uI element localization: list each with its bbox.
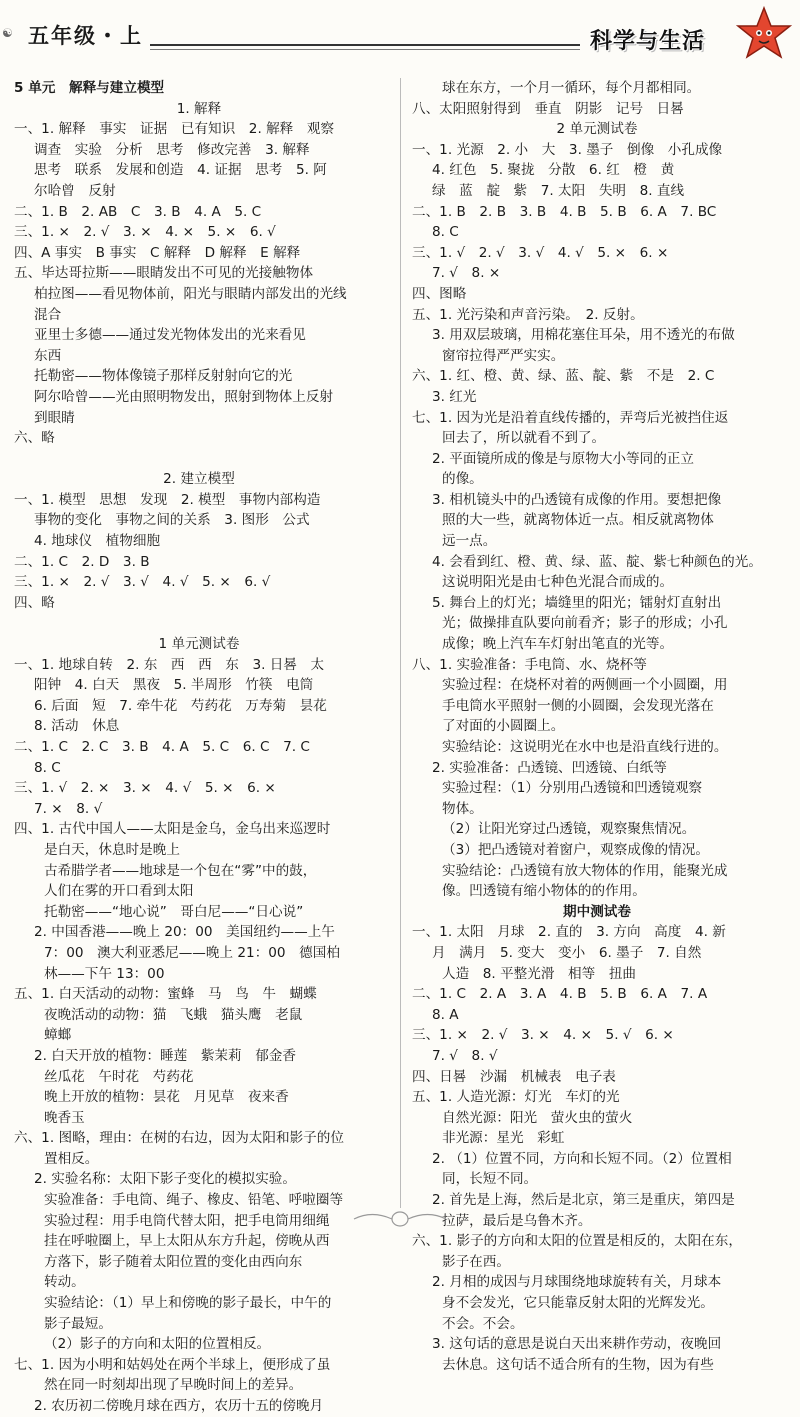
answer-line: 蟑螂	[44, 1027, 72, 1044]
answer-line: 物体。	[442, 800, 483, 817]
answer-line: 8. 活动 休息	[34, 718, 120, 735]
answer-line: 六、1. 图略，理由：在树的右边，因为太阳和影子的位	[14, 1130, 344, 1147]
answer-line: 六、1. 影子的方向和太阳的位置是相反的，太阳在东，	[412, 1233, 742, 1250]
answer-line: 不会。不会。	[442, 1315, 524, 1332]
star-mascot-icon	[734, 4, 794, 64]
answer-line: 古希腊学者——地球是一个包在“雾”中的鼓，	[44, 862, 317, 879]
answer-line: 晚香玉	[44, 1109, 85, 1126]
answer-line: 转动。	[44, 1274, 85, 1291]
column-divider	[400, 78, 401, 1208]
answer-line: 二、1. B 2. AB C 3. B 4. A 5. C	[14, 203, 262, 220]
answer-line: 实验结论：（1）早上和傍晚的影子最长，中午的	[44, 1295, 332, 1312]
answer-line: 东西	[34, 347, 62, 364]
answer-line: （2）让阳光穿过凸透镜，观察聚焦情况。	[442, 821, 696, 838]
answer-line: 1. 解释	[176, 100, 222, 117]
answer-line: 实验过程：在烧杯对着的两侧画一个小圆圈，用	[442, 677, 728, 694]
header-rule-thin	[150, 49, 580, 50]
answer-line: 2. 建立模型	[163, 471, 235, 488]
answer-line: 7. × 8. √	[34, 800, 103, 817]
answer-line: 8. C	[432, 224, 459, 241]
answer-line: 2. 平面镜所成的像是与原物大小等同的正立	[432, 450, 694, 467]
answer-line: 影子在西。	[442, 1253, 510, 1270]
answer-line: 八、1. 实验准备：手电筒、水、烧杯等	[412, 656, 647, 673]
answer-line: 四、1. 古代中国人——太阳是金乌，金乌出来巡逻时	[14, 821, 331, 838]
answer-line: 混合	[34, 306, 62, 323]
answer-line: 4. 红色 5. 聚拢 分散 6. 红 橙 黄	[432, 162, 675, 179]
answer-line: 8. A	[432, 1006, 459, 1023]
answer-line: 亚里士多德——通过发光物体发出的光来看见	[34, 327, 306, 344]
answer-line: 球在东方，一个月一循环，每个月都相同。	[442, 80, 701, 96]
answer-line	[14, 613, 384, 634]
answer-line: 五、毕达哥拉斯——眼睛发出不可见的光接触物体	[14, 265, 314, 282]
answer-line: 6. 后面 短 7. 牵牛花 芍药花 万寿菊 昙花	[34, 697, 327, 714]
answer-line: 二、1. C 2. A 3. A 4. B 5. B 6. A 7. A	[412, 986, 708, 1003]
answer-line: 一、1. 光源 2. 小 大 3. 墨子 倒像 小孔成像	[412, 141, 723, 158]
answer-line: 这说明阳光是由七种色光混合而成的。	[442, 574, 674, 591]
answer-line: （3）把凸透镜对着窗户，观察成像的情况。	[442, 841, 709, 858]
answer-line: 非光源：星光 彩虹	[442, 1130, 565, 1147]
answer-line: 三、1. × 2. √ 3. × 4. × 5. × 6. √	[14, 224, 276, 241]
answer-line: 像。凹透镜有缩小物体的的作用。	[442, 883, 646, 900]
answer-line: 窗帘拉得严严实实。	[442, 347, 565, 364]
answer-column-right	[412, 78, 782, 1375]
answer-line: 2. 中国香港——晚上 20：00 美国纽约——上午	[34, 924, 335, 941]
answer-line: 一、1. 模型 思想 发现 2. 模型 事物内部构造	[14, 491, 321, 508]
page-footer-ornament	[352, 1208, 448, 1230]
answer-line: 4. 会看到红、橙、黄、绿、蓝、靛、紫七种颜色的光。	[432, 553, 762, 570]
answer-line: 实验过程：用手电筒代替太阳，把手电筒用细绳	[44, 1212, 330, 1229]
answer-line: 人们在雾的开口看到太阳	[44, 883, 194, 900]
answer-line: 四、A 事实 B 事实 C 解释 D 解释 E 解释	[14, 244, 301, 261]
answer-line: 实验结论：凸透镜有放大物体的作用，能聚光成	[442, 862, 728, 879]
answer-line: 三、1. √ 2. × 3. × 4. √ 5. × 6. ×	[14, 780, 276, 797]
answer-line: 三、1. √ 2. √ 3. √ 4. √ 5. × 6. ×	[412, 244, 669, 261]
answer-line: 影子最短。	[44, 1315, 112, 1332]
answer-line: 成像；晚上汽车车灯射出笔直的光等。	[442, 636, 674, 653]
answer-line: 阳钟 4. 白天 黑夜 5. 半周形 竹筷 电筒	[34, 677, 314, 694]
answer-line: 置相反。	[44, 1150, 99, 1167]
grade-label: 五年级・上	[28, 23, 143, 48]
answer-line: 实验结论：这说明光在水中也是沿直线行进的。	[442, 739, 728, 755]
answer-line: 柏拉图——看见物体前，阳光与眼睛内部发出的光线	[34, 285, 347, 302]
answer-line: 七、1. 因为小明和姑妈处在两个半球上，便形成了虽	[14, 1356, 331, 1373]
answer-line: 一、1. 解释 事实 证据 已有知识 2. 解释 观察	[14, 121, 335, 138]
answer-line: 托勒密——物体像镜子那样反射射向它的光	[34, 368, 293, 385]
answer-line: 实验过程：（1）分别用凸透镜和凹透镜观察	[442, 780, 703, 797]
answer-line: 3. 这句话的意思是说白天出来耕作劳动，夜晚回	[432, 1336, 722, 1353]
answer-line: 身不会发光，它只能靠反射太阳的光辉发光。	[442, 1295, 714, 1312]
answer-line: 二、1. C 2. C 3. B 4. A 5. C 6. C 7. C	[14, 739, 310, 755]
answer-line: 去休息。这句话不适合所有的生物，因为有些	[442, 1356, 714, 1373]
answer-line: 远一点。	[442, 533, 497, 550]
answer-line: 尔哈曾 反射	[34, 182, 116, 199]
answer-line: 3. 相机镜头中的凸透镜有成像的作用。要想把像	[432, 491, 722, 508]
answer-line: 7：00 澳大利亚悉尼——晚上 21：00 德国柏	[44, 944, 340, 961]
answer-line: 7. √ 8. √	[432, 1047, 498, 1064]
answer-line: 自然光源：阳光 萤火虫的萤火	[442, 1109, 633, 1126]
answer-line: 同，长短不同。	[442, 1171, 538, 1188]
answer-line: 2 单元测试卷	[556, 121, 638, 138]
answer-line: 实验准备：手电筒、绳子、橡皮、铅笔、呼啦圈等	[44, 1192, 344, 1209]
answer-line: 方落下，影子随着太阳位置的变化由西向东	[44, 1253, 303, 1270]
answer-line: 然在同一时刻却出现了早晚时间上的差异。	[44, 1377, 303, 1394]
answer-line: 是白天，休息时是晚上	[44, 841, 180, 858]
answer-line: 挂在呼啦圈上，早上太阳从东方升起，傍晚从西	[44, 1233, 330, 1250]
answer-line: 二、1. C 2. D 3. B	[14, 553, 150, 570]
answer-line: 三、1. × 2. √ 3. √ 4. √ 5. × 6. √	[14, 574, 271, 591]
answer-line: 四、略	[14, 594, 55, 611]
answer-line: 光；做操排直队要向前看齐；影子的形成；小孔	[442, 615, 728, 632]
answer-line: 期中测试卷	[563, 903, 631, 920]
answer-column-left	[14, 78, 384, 1417]
answer-line: 托勒密——“地心说” 哥白尼——“日心说”	[44, 903, 304, 920]
answer-line: 三、1. × 2. √ 3. × 4. × 5. √ 6. ×	[412, 1027, 674, 1044]
answer-line: 二、1. B 2. B 3. B 4. B 5. B 6. A 7. BC	[412, 203, 717, 220]
answer-line: 2. 农历初二傍晚月球在西方，农历十五的傍晚月	[34, 1398, 324, 1414]
answer-line: 夜晚活动的动物：猫 飞蛾 猫头鹰 老鼠	[44, 1006, 303, 1023]
answer-line: 2. 实验名称：太阳下影子变化的模拟实验。	[34, 1171, 296, 1188]
answer-line: 林——下午 13：00	[44, 965, 165, 982]
answer-line: 七、1. 因为光是沿着直线传播的，弄弯后光被挡住返	[412, 409, 729, 426]
answer-line: 月 满月 5. 变大 变小 6. 墨子 7. 自然	[432, 944, 702, 961]
answer-line: 5 单元 解释与建立模型	[14, 80, 165, 96]
answer-line: 一、1. 地球自转 2. 东 西 西 东 3. 日晷 太	[14, 656, 325, 673]
answer-line: 五、1. 光污染和声音污染。 2. 反射。	[412, 306, 644, 323]
answer-line: 五、1. 人造光源：灯光 车灯的光	[412, 1089, 620, 1106]
answer-line: 3. 红光	[432, 388, 477, 405]
answer-line: 2. 实验准备：凸透镜、凹透镜、白纸等	[432, 759, 667, 776]
answer-line: 到眼睛	[34, 409, 75, 426]
answer-line: 阿尔哈曾——光由照明物发出，照射到物体上反射	[34, 388, 334, 405]
answer-line: 7. √ 8. ×	[432, 265, 501, 282]
answer-line: 晚上开放的植物：昙花 月见草 夜来香	[44, 1089, 289, 1106]
answer-line: 照的大一些，就离物体近一点。相反就离物体	[442, 512, 714, 529]
answer-line: 2. （1）位置不同，方向和长短不同。（2）位置相	[432, 1150, 732, 1167]
brand-title: 科学与生活	[590, 29, 706, 54]
answer-line: 事物的变化 事物之间的关系 3. 图形 公式	[34, 512, 310, 529]
answer-line: 2. 白天开放的植物：睡莲 紫茉莉 郁金香	[34, 1047, 296, 1064]
answer-line: 4. 地球仪 植物细胞	[34, 533, 161, 550]
answer-line: 绿 蓝 靛 紫 7. 太阳 失明 8. 直线	[432, 182, 685, 199]
answer-line: 1 单元测试卷	[158, 636, 240, 653]
grade-ornament-icon: ☯	[2, 26, 13, 40]
answer-line: （2）影子的方向和太阳的位置相反。	[44, 1336, 271, 1353]
answer-line: 了对面的小圆圈上。	[442, 718, 565, 735]
answer-line: 四、图略	[412, 285, 467, 302]
answer-line: 思考 联系 发展和创造 4. 证据 思考 5. 阿	[34, 162, 327, 179]
answer-line: 丝瓜花 午时花 芍药花	[44, 1068, 194, 1085]
answer-line	[14, 449, 384, 470]
answer-line: 5. 舞台上的灯光；墙缝里的阳光；镭射灯直射出	[432, 594, 722, 611]
answer-line: 八、太阳照射得到 垂直 阴影 记号 日晷	[412, 100, 684, 117]
answer-line: 一、1. 太阳 月球 2. 直的 3. 方向 高度 4. 新	[412, 924, 726, 941]
answer-line: 六、1. 红、橙、黄、绿、蓝、靛、紫 不是 2. C	[412, 368, 715, 385]
answer-line: 3. 用双层玻璃，用棉花塞住耳朵，用不透光的布做	[432, 327, 735, 344]
answer-line: 五、1. 白天活动的动物：蜜蜂 马 鸟 牛 蝴蝶	[14, 986, 317, 1003]
answer-line: 人造 8. 平整光滑 相等 扭曲	[442, 965, 637, 982]
header-rule	[150, 44, 580, 46]
answer-line: 调查 实验 分析 思考 修改完善 3. 解释	[34, 141, 310, 158]
answer-line: 8. C	[34, 759, 61, 776]
answer-line: 手电筒水平照射一侧的小圆圈，会发现光落在	[442, 697, 714, 714]
answer-line: 的像。	[442, 471, 483, 488]
answer-line: 六、略	[14, 430, 55, 447]
page-header	[0, 0, 800, 70]
answer-line: 回去了，所以就看不到了。	[442, 430, 606, 447]
answer-line: 四、日晷 沙漏 机械表 电子表	[412, 1068, 616, 1085]
answer-line: 2. 月相的成因与月球围绕地球旋转有关，月球本	[432, 1274, 722, 1291]
answer-line: 2. 首先是上海，然后是北京，第三是重庆，第四是	[432, 1192, 735, 1209]
answer-line: 拉萨，最后是乌鲁木齐。	[442, 1212, 592, 1229]
